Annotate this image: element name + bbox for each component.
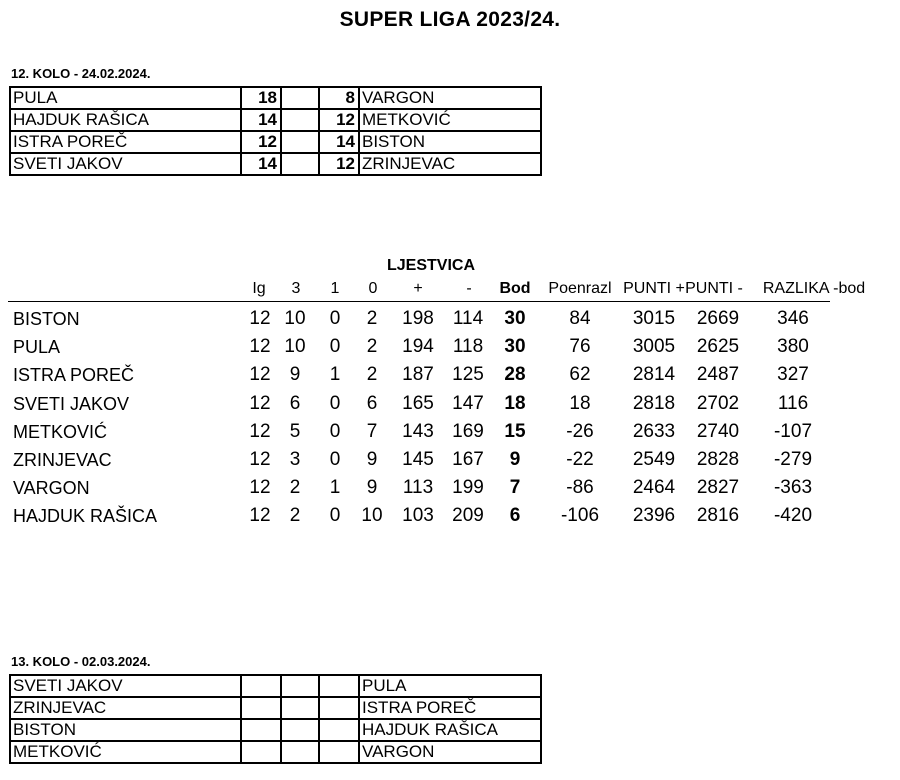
away-team: VARGON xyxy=(359,741,541,763)
header-d1: 1 xyxy=(330,280,340,297)
cell-d1: 0 xyxy=(329,449,341,470)
fixture-row xyxy=(10,131,541,153)
header-ig: Ig xyxy=(252,280,266,297)
cell-poen: -22 xyxy=(566,449,594,470)
cell-bod: 7 xyxy=(509,477,521,499)
score-separator xyxy=(281,675,319,697)
cell-ig: 12 xyxy=(249,420,271,442)
cell-pminus: 2828 xyxy=(696,449,740,470)
cell-plus: 194 xyxy=(402,336,434,358)
cell-raz: -107 xyxy=(773,420,813,442)
cell-poen: -26 xyxy=(566,420,594,442)
cell-minus: 199 xyxy=(452,477,484,499)
cell-plus: 113 xyxy=(402,477,434,499)
cell-minus: 114 xyxy=(452,308,484,329)
fixture-row xyxy=(10,153,541,175)
header-l0: 0 xyxy=(368,280,378,297)
cell-bod: 15 xyxy=(504,420,526,442)
cell-raz: 380 xyxy=(777,336,809,358)
cell-bod: 28 xyxy=(504,364,526,386)
cell-pplus: 3005 xyxy=(632,336,676,358)
header-pminus: PUNTI - xyxy=(685,280,743,297)
away-score: 12 xyxy=(319,109,359,131)
away-team: HAJDUK RAŠICA xyxy=(359,719,541,741)
away-score xyxy=(319,697,359,719)
fixture-row xyxy=(10,109,541,131)
home-team: PULA xyxy=(10,87,241,109)
round-13-fixtures-table xyxy=(9,674,542,764)
cell-minus: 147 xyxy=(452,392,484,414)
fixture-row xyxy=(10,697,541,719)
team-name: VARGON xyxy=(13,478,90,499)
cell-bod: 18 xyxy=(504,392,526,414)
cell-pplus: 2814 xyxy=(632,364,676,386)
score-separator xyxy=(281,697,319,719)
header-raz: RAZLIKA -bod xyxy=(762,280,866,297)
cell-poen: -86 xyxy=(566,477,594,499)
away-score xyxy=(319,719,359,741)
cell-raz: -363 xyxy=(773,477,813,499)
cell-l0: 2 xyxy=(366,336,378,358)
page-title: SUPER LIGA 2023/24. xyxy=(339,8,561,31)
round-12-fixtures-table xyxy=(9,86,542,176)
cell-pplus: 2818 xyxy=(632,392,676,414)
cell-w3: 3 xyxy=(289,449,301,470)
score-separator xyxy=(281,131,319,153)
cell-w3: 10 xyxy=(284,308,306,329)
cell-l0: 6 xyxy=(366,392,378,414)
header-pplus: PUNTI + xyxy=(623,280,685,297)
cell-d1: 0 xyxy=(329,505,341,527)
cell-pminus: 2816 xyxy=(696,505,740,527)
cell-ig: 12 xyxy=(249,505,271,527)
cell-ig: 12 xyxy=(249,392,271,414)
cell-minus: 125 xyxy=(452,364,484,386)
away-score: 12 xyxy=(319,153,359,175)
cell-pplus: 2396 xyxy=(632,505,676,527)
cell-pminus: 2625 xyxy=(696,336,740,358)
header-poen: Poenrazl xyxy=(548,280,612,297)
cell-ig: 12 xyxy=(249,449,271,470)
cell-l0: 7 xyxy=(366,420,378,442)
cell-minus: 169 xyxy=(452,420,484,442)
cell-raz: -279 xyxy=(773,449,813,470)
team-name: ISTRA POREČ xyxy=(13,365,135,386)
home-score: 14 xyxy=(241,109,281,131)
round-13-heading: 13. KOLO - 02.03.2024. xyxy=(11,654,151,669)
home-team: ISTRA POREČ xyxy=(10,131,241,153)
cell-w3: 2 xyxy=(289,477,301,499)
fixture-row xyxy=(10,87,541,109)
cell-raz: 346 xyxy=(777,308,809,329)
cell-minus: 209 xyxy=(452,505,484,527)
home-score xyxy=(241,719,281,741)
fixture-row xyxy=(10,675,541,697)
cell-pminus: 2740 xyxy=(696,420,740,442)
home-team: SVETI JAKOV xyxy=(10,153,241,175)
cell-d1: 1 xyxy=(329,477,341,499)
cell-l0: 9 xyxy=(366,449,378,470)
header-minus: - xyxy=(466,280,472,297)
cell-poen: 76 xyxy=(569,336,591,358)
cell-l0: 9 xyxy=(366,477,378,499)
standings-divider xyxy=(8,301,830,302)
cell-pminus: 2702 xyxy=(696,392,740,414)
cell-bod: 9 xyxy=(509,449,521,470)
cell-plus: 198 xyxy=(402,308,434,329)
cell-plus: 103 xyxy=(402,505,434,527)
cell-bod: 30 xyxy=(504,336,526,358)
cell-pplus: 2633 xyxy=(632,420,676,442)
cell-raz: -420 xyxy=(773,505,813,527)
round-12-heading: 12. KOLO - 24.02.2024. xyxy=(11,66,151,81)
cell-w3: 10 xyxy=(284,336,306,358)
away-team: ZRINJEVAC xyxy=(359,153,541,175)
cell-d1: 0 xyxy=(329,308,341,329)
cell-ig: 12 xyxy=(249,336,271,358)
cell-l0: 2 xyxy=(366,364,378,386)
fixture-row xyxy=(10,719,541,741)
away-score xyxy=(319,741,359,763)
cell-pminus: 2487 xyxy=(696,364,740,386)
cell-d1: 0 xyxy=(329,420,341,442)
away-score xyxy=(319,675,359,697)
cell-plus: 165 xyxy=(402,392,434,414)
score-separator xyxy=(281,109,319,131)
cell-plus: 143 xyxy=(402,420,434,442)
away-team: PULA xyxy=(359,675,541,697)
cell-bod: 6 xyxy=(509,505,521,527)
cell-pplus: 3015 xyxy=(632,308,676,329)
cell-d1: 0 xyxy=(329,336,341,358)
cell-plus: 145 xyxy=(402,449,434,470)
cell-poen: 84 xyxy=(569,308,591,329)
away-team: BISTON xyxy=(359,131,541,153)
home-score: 12 xyxy=(241,131,281,153)
team-name: HAJDUK RAŠICA xyxy=(13,506,158,527)
home-team: BISTON xyxy=(10,719,241,741)
score-separator xyxy=(281,153,319,175)
cell-w3: 2 xyxy=(289,505,301,527)
cell-l0: 2 xyxy=(366,308,378,329)
cell-w3: 9 xyxy=(289,364,301,386)
header-bod: Bod xyxy=(499,280,531,297)
home-score: 14 xyxy=(241,153,281,175)
cell-raz: 116 xyxy=(777,392,809,414)
away-team: VARGON xyxy=(359,87,541,109)
cell-ig: 12 xyxy=(249,308,271,329)
cell-poen: 62 xyxy=(569,364,591,386)
away-team: ISTRA POREČ xyxy=(359,697,541,719)
cell-w3: 5 xyxy=(289,420,301,442)
home-score xyxy=(241,741,281,763)
team-name: ZRINJEVAC xyxy=(13,450,112,470)
team-name: PULA xyxy=(13,337,61,358)
cell-bod: 30 xyxy=(504,308,526,329)
cell-w3: 6 xyxy=(289,392,301,414)
cell-poen: -106 xyxy=(560,505,600,527)
away-score: 14 xyxy=(319,131,359,153)
home-team: SVETI JAKOV xyxy=(10,675,241,697)
cell-plus: 187 xyxy=(402,364,434,386)
cell-d1: 1 xyxy=(329,364,341,386)
score-separator xyxy=(281,741,319,763)
score-separator xyxy=(281,87,319,109)
cell-pminus: 2827 xyxy=(696,477,740,499)
cell-pplus: 2464 xyxy=(632,477,676,499)
fixture-row xyxy=(10,741,541,763)
cell-poen: 18 xyxy=(569,392,591,414)
score-separator xyxy=(281,719,319,741)
away-team: METKOVIĆ xyxy=(359,109,541,131)
team-name: SVETI JAKOV xyxy=(13,393,130,414)
away-score: 8 xyxy=(319,87,359,109)
header-plus: + xyxy=(413,280,423,297)
cell-raz: 327 xyxy=(777,364,809,386)
cell-minus: 118 xyxy=(452,336,484,358)
cell-pminus: 2669 xyxy=(696,308,740,329)
home-score xyxy=(241,675,281,697)
home-team: ZRINJEVAC xyxy=(10,697,241,719)
cell-l0: 10 xyxy=(361,505,383,527)
home-team: HAJDUK RAŠICA xyxy=(10,109,241,131)
team-name: BISTON xyxy=(13,309,80,329)
cell-pplus: 2549 xyxy=(632,449,676,470)
standings-title: LJESTVICA xyxy=(386,257,475,274)
cell-ig: 12 xyxy=(249,364,271,386)
header-w3: 3 xyxy=(291,280,301,297)
home-score xyxy=(241,697,281,719)
cell-minus: 167 xyxy=(452,449,484,470)
home-score: 18 xyxy=(241,87,281,109)
home-team: METKOVIĆ xyxy=(10,741,241,763)
team-name: METKOVIĆ xyxy=(13,421,108,442)
cell-d1: 0 xyxy=(329,392,341,414)
cell-ig: 12 xyxy=(249,477,271,499)
